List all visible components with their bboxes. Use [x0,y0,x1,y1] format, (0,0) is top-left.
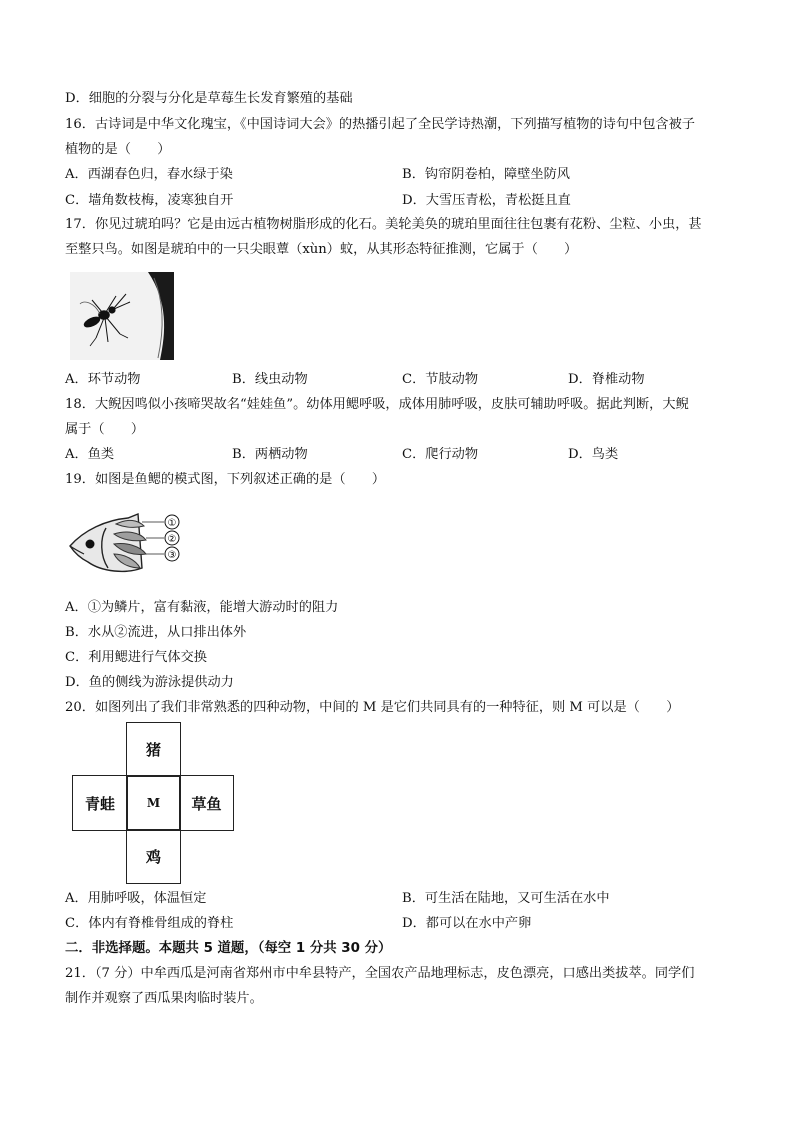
q20-option-c: C．体内有脊椎骨组成的脊柱 [65,916,234,931]
q16-option-c: C．墙角数枝梅，凌寒独自开 [65,193,234,208]
grid-top-pig: 猪 [126,722,181,777]
q20-option-b: B．可生活在陆地，又可生活在水中 [402,891,610,906]
q18-stem-line1: 18．大鲵因鸣似小孩啼哭故名“娃娃鱼”。幼体用鳃呼吸，成体用肺呼吸，皮肤可辅助呼吸。据此判断，大鲵 [65,397,689,412]
q20-option-a: A．用肺呼吸，体温恒定 [65,891,207,906]
grid-center-m: M [126,775,181,831]
gill-label-3: ③ [167,550,177,561]
gill-label-2: ② [167,534,177,545]
fish-gill-figure [66,508,216,580]
q21-stem-line2: 制作并观察了西瓜果肉临时装片。 [65,991,263,1006]
animal-grid [72,722,234,884]
q16-stem-line2: 植物的是（ ） [65,142,171,157]
q17-stem-line2: 至整只鸟。如图是琥珀中的一只尖眼蕈（xùn）蚊，从其形态特征推测，它属于（ ） [65,242,578,257]
q17-option-a: A．环节动物 [65,372,141,387]
q15-option-d: D．细胞的分裂与分化是草莓生长发育繁殖的基础 [65,91,353,106]
q19-option-c: C．利用鳃进行气体交换 [65,650,207,665]
q19-option-b: B．水从②流进，从口排出体外 [65,625,247,640]
q21-stem-line1: 21．（7 分）中牟西瓜是河南省郑州市中牟县特产，全国农产品地理标志，皮色漂亮，口感出类拔萃。同学们 [65,966,695,981]
q18-option-b: B．两栖动物 [232,447,308,462]
q17-option-b: B．线虫动物 [232,372,308,387]
gill-label-1: ① [167,518,177,529]
section2-heading: 二．非选择题。本题共 5 道题，（每空 1 分共 30 分） [65,941,392,956]
grid-right-grass-carp: 草鱼 [179,775,234,831]
q17-option-c: C．节肢动物 [402,372,479,387]
q16-option-b: B．钩帘阴卷柏，障壁坐防风 [402,167,570,182]
q16-option-a: A．西湖春色归，春水绿于染 [65,167,233,182]
q16-option-d: D．大雪压青松，青松挺且直 [402,193,571,208]
q20-option-d: D．都可以在水中产卵 [402,916,532,931]
q19-option-a: A．①为鳞片，富有黏液，能增大游动时的阻力 [65,600,339,615]
q17-stem-line1: 17．你见过琥珀吗？它是由远古植物树脂形成的化石。美轮美奂的琥珀里面往往包裹有花粉、尘粒、小虫，甚 [65,217,702,232]
grid-left-frog: 青蛙 [72,775,128,831]
q18-stem-line2: 属于（ ） [65,422,145,437]
q16-stem-line1: 16．古诗词是中华文化瑰宝，《中国诗词大会》的热播引起了全民学诗热潮，下列描写植物的诗句中包含被子 [65,117,695,132]
amber-gnat-figure [70,272,174,360]
q18-option-c: C．爬行动物 [402,447,479,462]
q19-stem: 19．如图是鱼鳃的模式图，下列叙述正确的是（ ） [65,472,386,487]
q18-option-d: D．鸟类 [568,447,619,462]
q18-option-a: A．鱼类 [65,447,115,462]
grid-bottom-chicken: 鸡 [126,829,181,884]
q19-option-d: D．鱼的侧线为游泳提供动力 [65,675,234,690]
q17-option-d: D．脊椎动物 [568,372,645,387]
q20-stem: 20．如图列出了我们非常熟悉的四种动物，中间的 M 是它们共同具有的一种特征，则 M 可以是（ ） [65,700,680,715]
